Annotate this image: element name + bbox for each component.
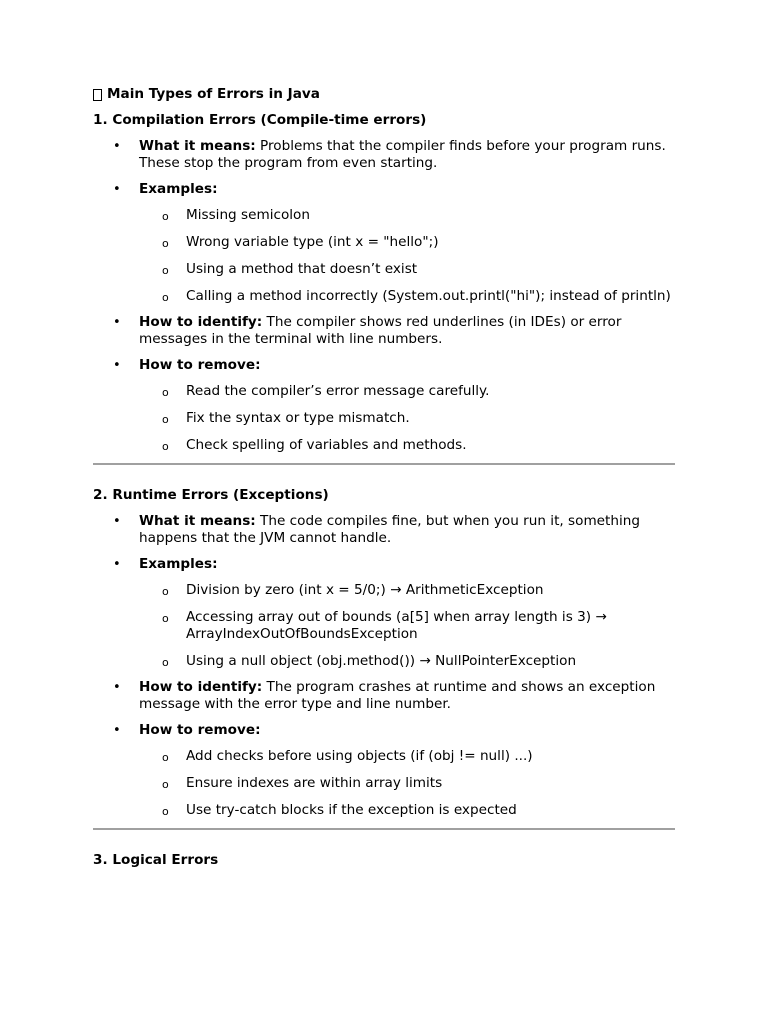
section-heading-logical: 3. Logical Errors [93, 852, 219, 868]
horizontal-divider [93, 828, 675, 830]
list-item: o Using a method that doesn’t exist [139, 261, 675, 278]
label-what-it-means: What it means: [139, 513, 256, 529]
examples-list [139, 582, 675, 670]
list-item: o Use try-catch blocks if the exception is expected [139, 802, 675, 819]
examples-list [139, 207, 675, 305]
section-heading-runtime: 2. Runtime Errors (Exceptions) [93, 487, 329, 503]
text-what-it-means: The code compiles fine, but when you run it, something happens that the JVM cannot handle. [139, 513, 641, 546]
list-item: o Division by zero (int x = 5/0;) → ArithmeticException [139, 582, 675, 599]
list-item: o Check spelling of variables and methods. [139, 437, 675, 454]
document-title [93, 86, 675, 103]
label-how-to-identify: How to identify: [139, 314, 263, 330]
document-page [93, 86, 675, 878]
list-item: o Read the compiler’s error message carefully. [139, 383, 675, 400]
list-item: o Add checks before using objects (if (obj != null) ...) [139, 748, 675, 765]
list-item-what-it-means [93, 138, 675, 172]
remove-list [139, 383, 675, 454]
section-heading-compilation: 1. Compilation Errors (Compile-time errors) [93, 112, 427, 128]
list-item-how-to-identify [93, 679, 675, 713]
list-item-how-to-remove [93, 722, 675, 819]
list-item: o Wrong variable type (int x = "hello";) [139, 234, 675, 251]
text-how-to-identify: The compiler shows red underlines (in IDEs) or error messages in the terminal with line numbers. [139, 314, 622, 347]
remove-list [139, 748, 675, 819]
label-how-to-identify: How to identify: [139, 679, 263, 695]
list-item: o Calling a method incorrectly (System.out.printl("hi"); instead of println) [139, 288, 675, 305]
list-item-what-it-means [93, 513, 675, 547]
list-item-examples [93, 556, 675, 670]
horizontal-divider [93, 463, 675, 465]
list-item: o Using a null object (obj.method()) → NullPointerException [139, 653, 675, 670]
section-list-compilation [93, 138, 675, 454]
label-examples: Examples: [139, 181, 218, 197]
list-item-examples [93, 181, 675, 305]
label-examples: Examples: [139, 556, 218, 572]
label-what-it-means: What it means: [139, 138, 256, 154]
list-item: o Ensure indexes are within array limits [139, 775, 675, 792]
missing-glyph-icon [93, 89, 102, 101]
list-item-how-to-remove [93, 357, 675, 454]
list-item-how-to-identify [93, 314, 675, 348]
text-how-to-identify: The program crashes at runtime and shows an exception message with the error type and line number. [139, 679, 656, 712]
document-title-text: Main Types of Errors in Java [107, 86, 320, 102]
label-how-to-remove: How to remove: [139, 722, 261, 738]
list-item: o Fix the syntax or type mismatch. [139, 410, 675, 427]
label-how-to-remove: How to remove: [139, 357, 261, 373]
section-list-runtime [93, 513, 675, 819]
text-what-it-means: Problems that the compiler finds before your program runs. These stop the program from even starting. [139, 138, 666, 171]
list-item: o Missing semicolon [139, 207, 675, 224]
list-item: o Accessing array out of bounds (a[5] when array length is 3) → ArrayIndexOutOfBoundsException [139, 609, 675, 643]
